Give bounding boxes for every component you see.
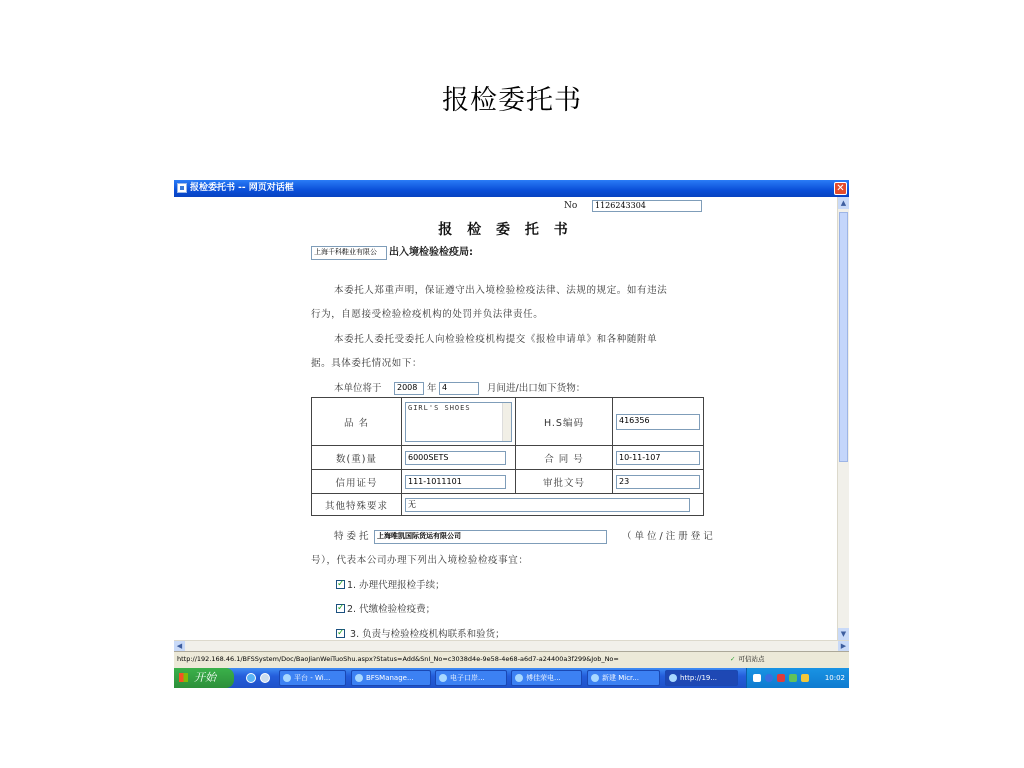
name-cell — [402, 398, 516, 446]
check-box-3[interactable] — [336, 629, 345, 638]
clock: 10:02 — [824, 674, 845, 682]
date-row — [334, 382, 586, 395]
start-button[interactable] — [174, 668, 234, 688]
lc-cell — [402, 470, 516, 494]
lc-input[interactable]: 111-1011101 — [405, 475, 506, 489]
security-zone — [730, 652, 764, 666]
agent-suffix: （单位/注册登记 — [622, 531, 716, 542]
year-input[interactable]: 2008 — [394, 382, 424, 395]
dialog-window — [174, 180, 849, 688]
windows-logo-icon — [179, 673, 188, 682]
horizontal-scrollbar[interactable] — [174, 640, 849, 651]
vertical-scrollbar[interactable] — [837, 197, 849, 640]
name-label: 品 名 — [312, 398, 402, 446]
check-label-1: 1. 办理代理报检手续； — [347, 580, 445, 591]
year-label: 年 — [427, 383, 437, 394]
vertical-scroll-thumb[interactable] — [839, 212, 848, 462]
agent-prefix: 特 委 托 — [334, 531, 369, 542]
scroll-right-arrow-icon[interactable]: ▶ — [838, 641, 849, 651]
bureau-suffix: 出入境检验检疫局: — [389, 247, 473, 258]
start-label: 开始 — [194, 671, 216, 684]
qty-label: 数(重)量 — [312, 446, 402, 470]
check-item-3 — [336, 629, 505, 640]
qty-cell — [402, 446, 516, 470]
ie-page-icon — [177, 183, 187, 193]
contract-label: 合 同 号 — [515, 446, 612, 470]
agent-input[interactable]: 上海唯凯国际货运有限公司 — [374, 530, 607, 544]
other-label: 其他特殊要求 — [312, 494, 402, 516]
declaration-line-2: 行为，自愿接受检验检疫机构的处罚并负法律责任。 — [311, 309, 544, 320]
check-label-3: 3. 负责与检验检疫机构联系和验货； — [347, 629, 505, 640]
tray-ime-icon[interactable] — [753, 674, 761, 682]
scroll-down-arrow-icon[interactable]: ▼ — [838, 628, 849, 640]
check-box-1[interactable] — [336, 580, 345, 589]
quicklaunch-desktop-icon[interactable] — [260, 673, 270, 683]
task-button-2[interactable]: BFSManage... — [351, 670, 431, 686]
agent-row — [334, 530, 716, 544]
textarea-scrollbar[interactable] — [502, 403, 511, 441]
other-input[interactable]: 无 — [405, 498, 690, 512]
bureau-input[interactable]: 上海千科鞋业有限公 — [311, 246, 387, 260]
lc-label: 信用证号 — [312, 470, 402, 494]
check-item-1 — [336, 580, 445, 592]
goods-name-textarea[interactable] — [405, 402, 512, 442]
hs-input[interactable]: 416356 — [616, 414, 700, 430]
dialog-title: 报检委托书 -- 网页对话框 — [190, 183, 294, 193]
check-label-2: 2. 代缴检验检疫费； — [347, 604, 436, 615]
task-button-1[interactable]: 平台 - Wi... — [279, 670, 346, 686]
document-heading: 报 检 委 托 书 — [438, 222, 573, 238]
entrust-line-2: 据。具体委托情况如下： — [311, 358, 423, 369]
status-bar — [174, 651, 849, 665]
close-button[interactable]: ✕ — [834, 182, 847, 195]
month-input[interactable]: 4 — [439, 382, 479, 395]
approval-label: 审批文号 — [515, 470, 612, 494]
hs-cell — [613, 398, 704, 446]
doc-number-input[interactable]: 1126243304 — [592, 200, 702, 212]
qty-input[interactable]: 6000SETS — [405, 451, 506, 465]
doc-number-row — [564, 201, 646, 211]
trusted-check-icon: ✓ — [730, 655, 736, 663]
task-button-4[interactable]: 傅佳荣电... — [511, 670, 582, 686]
other-cell — [402, 494, 704, 516]
slide-title: 报检委托书 — [442, 85, 582, 116]
goods-table — [311, 397, 704, 516]
taskbar — [174, 668, 849, 688]
task-button-5[interactable]: 新建 Micr... — [587, 670, 660, 686]
check-box-2[interactable] — [336, 604, 345, 613]
zone-label: 可信站点 — [738, 655, 765, 663]
contract-cell — [613, 446, 704, 470]
hs-label: H.S编码 — [515, 398, 612, 446]
approval-cell — [613, 470, 704, 494]
approval-input[interactable]: 23 — [616, 475, 700, 489]
contract-input[interactable]: 10-11-107 — [616, 451, 700, 465]
task-button-6[interactable]: http://19... — [665, 670, 738, 686]
quicklaunch-ie-icon[interactable] — [246, 673, 256, 683]
date-prefix: 本单位将于 — [334, 383, 382, 394]
scroll-left-arrow-icon[interactable]: ◀ — [174, 641, 185, 651]
tray-app-icon[interactable] — [789, 674, 797, 682]
entrust-line-1: 本委托人委托受委托人向检验检疫机构提交《报检申请单》和各种随附单 — [334, 334, 658, 345]
system-tray — [746, 668, 849, 688]
task-button-3[interactable]: 电子口岸... — [435, 670, 507, 686]
goods-name-text: GIRL'S SHOES — [408, 403, 471, 412]
agent-line-2: 号），代表本公司办理下列出入境检验检疫事宜： — [311, 555, 529, 566]
declaration-line-1: 本委托人郑重声明，保证遵守出入境检验检疫法律、法规的规定。如有违法 — [334, 285, 668, 296]
date-suffix: 月间进/出口如下货物： — [487, 383, 586, 394]
scroll-up-arrow-icon[interactable]: ▲ — [838, 197, 849, 209]
tray-network-icon[interactable] — [765, 674, 773, 682]
dialog-content — [174, 197, 837, 640]
check-item-2 — [336, 604, 435, 616]
dialog-titlebar[interactable] — [174, 180, 849, 197]
tray-volume-icon[interactable] — [801, 674, 809, 682]
status-url: http://192.168.46.1/BFSSystem/Doc/BaoJianWeiTuoShu.aspx?Status=Add&SnI_No=c3038d4e-9e58-4e68-a6d7-a24400a3f299&Job_No= — [177, 655, 619, 663]
tray-antivirus-icon[interactable] — [777, 674, 785, 682]
doc-number-label: No — [564, 201, 578, 211]
